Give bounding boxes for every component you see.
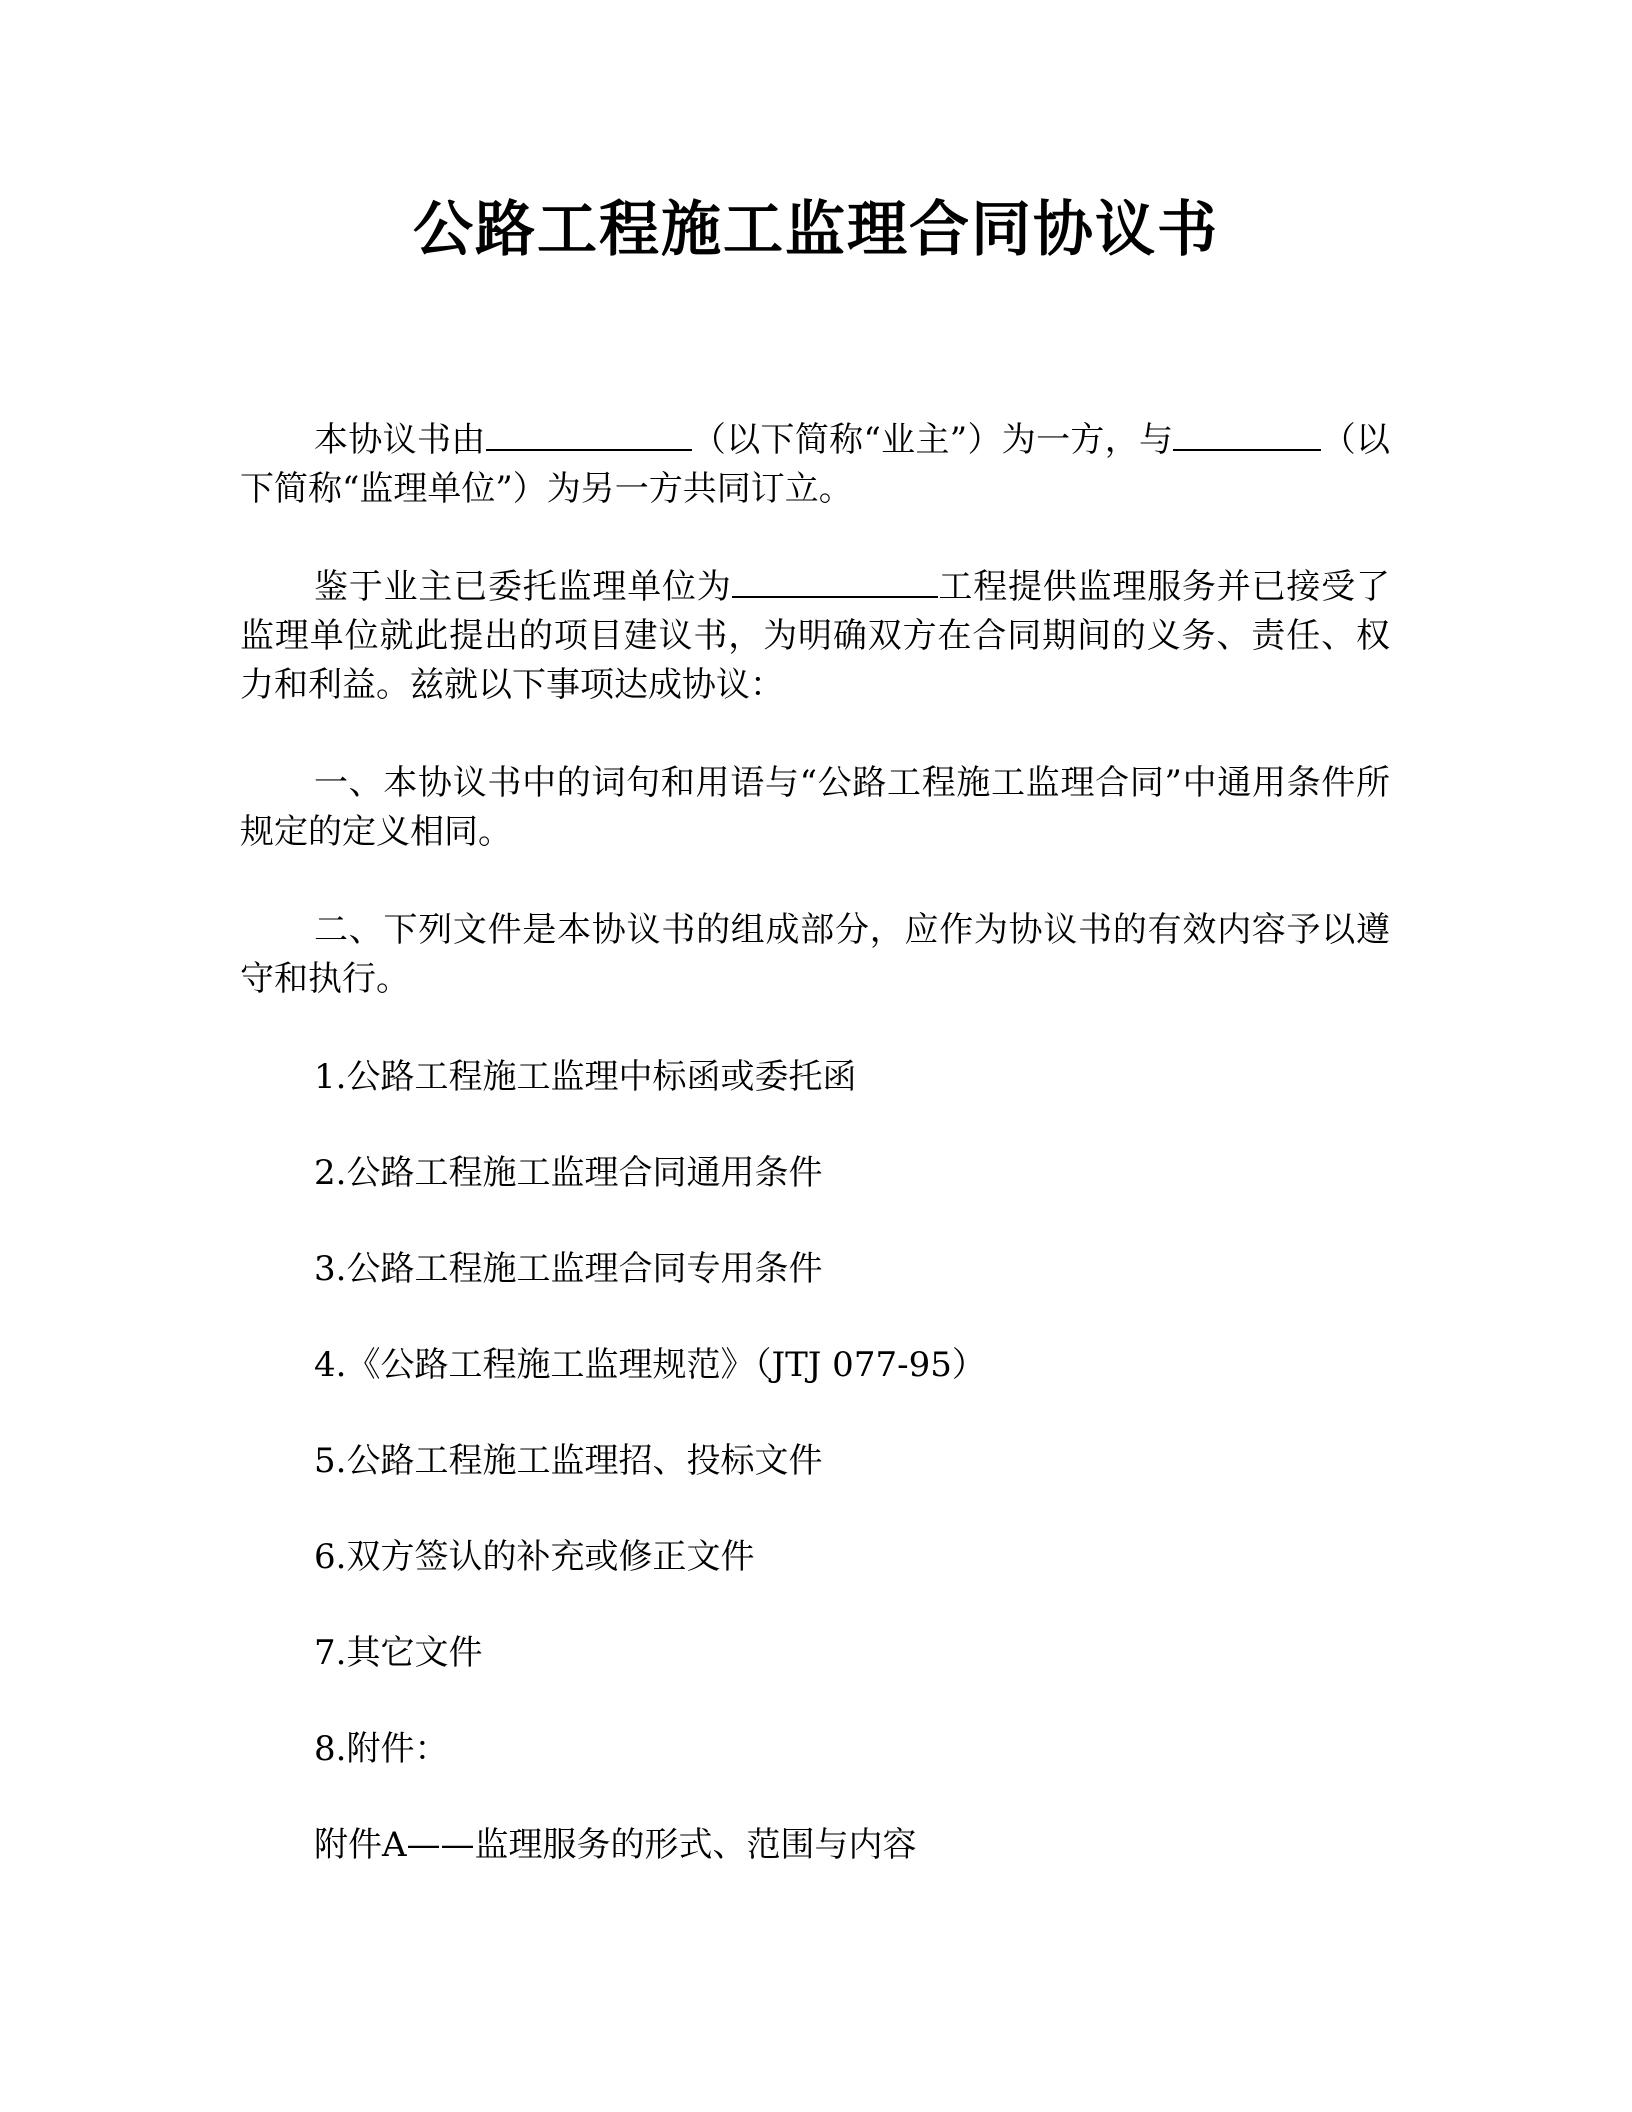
project-name-blank bbox=[732, 595, 938, 598]
list-item: 2.公路工程施工监理合同通用条件 bbox=[314, 1153, 823, 1193]
list-item: 附件A——监理服务的形式、范围与内容 bbox=[314, 1825, 917, 1865]
list-item: 4.《公路工程施工监理规范》（JTJ 077-95） bbox=[314, 1345, 986, 1385]
list-item: 5.公路工程施工监理招、投标文件 bbox=[314, 1441, 823, 1481]
owner-name-blank bbox=[486, 448, 692, 451]
paragraph-parties bbox=[240, 416, 1390, 514]
list-item: 8.附件： bbox=[314, 1729, 449, 1769]
document-title: 公路工程施工监理合同协议书 bbox=[413, 195, 1219, 265]
document-body bbox=[240, 416, 1390, 1917]
paragraph-whereas-text-b: 工程提供监理服务并已接受了监理单位就此提出的项目建议书，为明确双方在合同期间的义务、责任、权力和利益。兹就以下事项达成协议： bbox=[240, 567, 1391, 705]
list-item: 7.其它文件 bbox=[314, 1633, 483, 1673]
list-item: 1.公路工程施工监理中标函或委托函 bbox=[314, 1057, 857, 1097]
paragraph-parties-text-b: （以下简称“业主”）为一方，与 bbox=[691, 420, 1174, 460]
document-list bbox=[240, 1053, 1390, 1917]
supervisor-name-blank bbox=[1173, 448, 1321, 451]
paragraph-whereas-text-a: 鉴于业主已委托监理单位为 bbox=[314, 567, 732, 607]
clause-one: 一、本协议书中的词句和用语与“公路工程施工监理合同”中通用条件所规定的定义相同。 bbox=[240, 763, 1390, 852]
paragraph-whereas bbox=[240, 563, 1390, 710]
list-item: 3.公路工程施工监理合同专用条件 bbox=[314, 1249, 823, 1289]
paragraph-parties-text-c: （以下简称“监理单位”）为另一方共同订立。 bbox=[240, 420, 1391, 509]
clause-two: 二、下列文件是本协议书的组成部分，应作为协议书的有效内容予以遵守和执行。 bbox=[240, 910, 1390, 999]
paragraph-parties-text-a: 本协议书由 bbox=[314, 420, 486, 460]
list-item: 6.双方签认的补充或修正文件 bbox=[314, 1537, 755, 1577]
